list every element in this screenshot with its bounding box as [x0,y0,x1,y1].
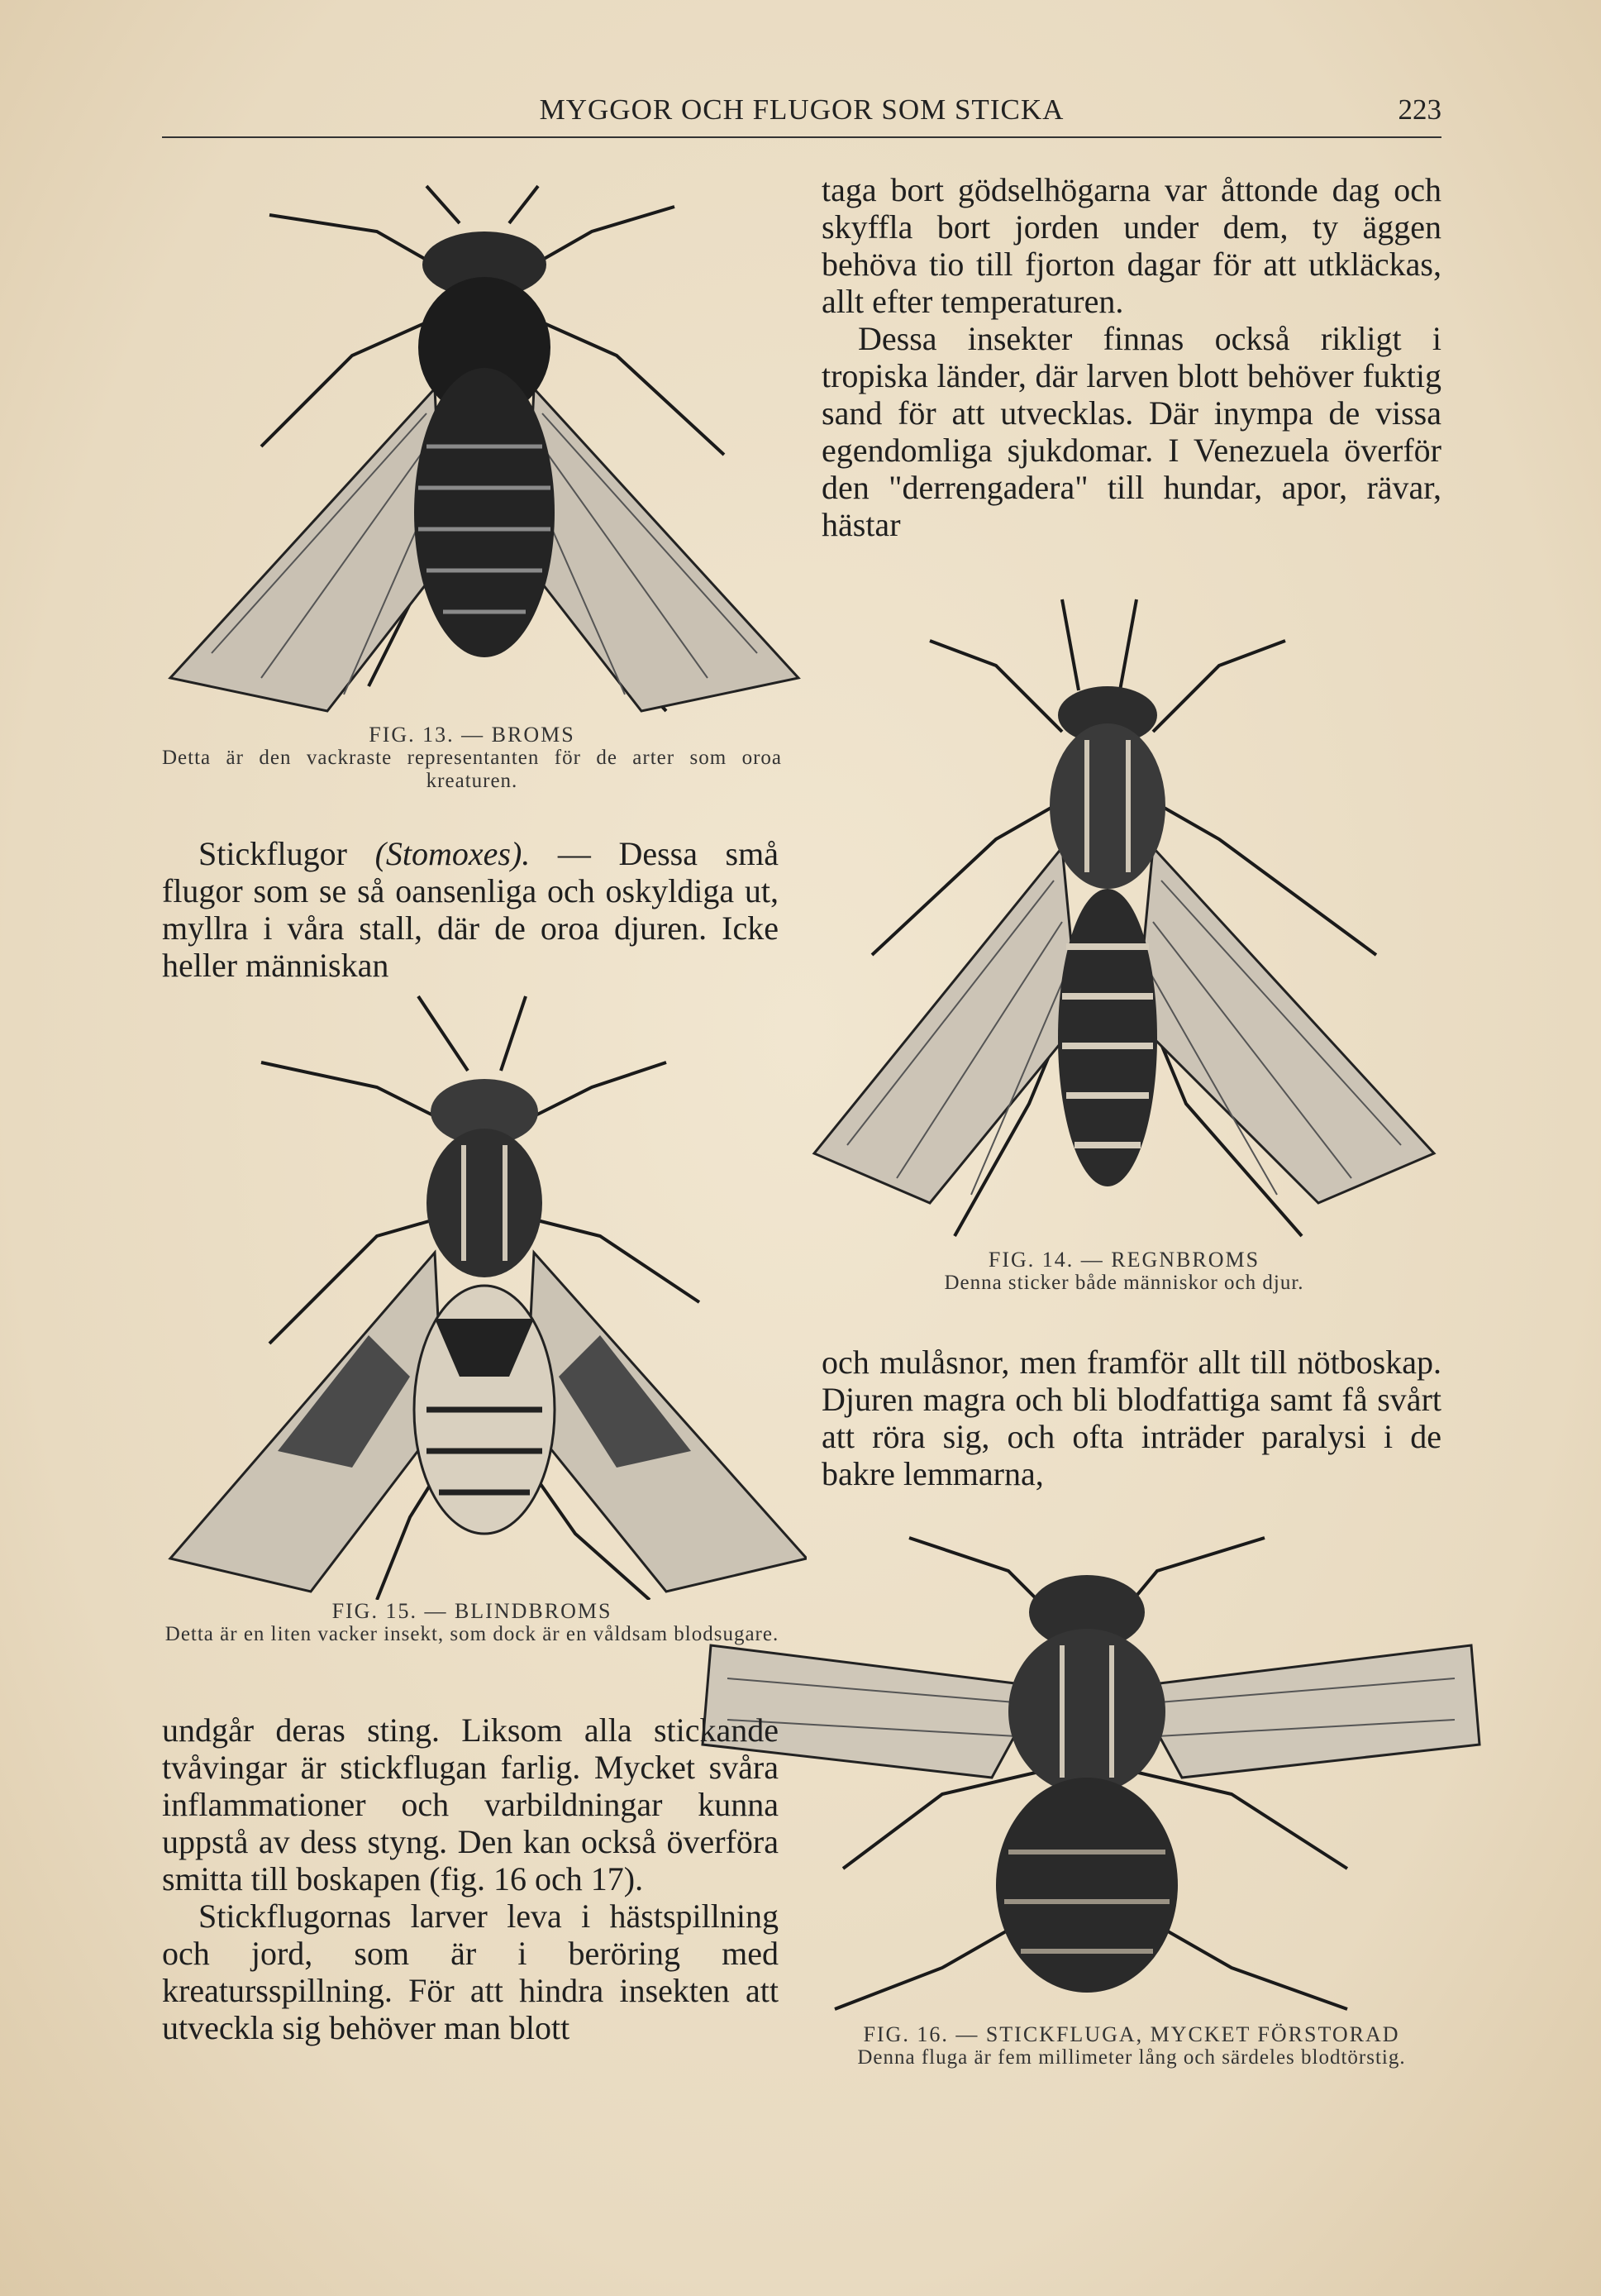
figure-label: FIG. 13. — BROMS [369,723,575,747]
deerfly-illustration [162,988,807,1600]
figure-label: FIG. 14. — REGNBROMS [988,1248,1260,1272]
right-column-middle-text [822,1344,1441,1492]
stomoxys-paragraph [162,835,779,984]
paragraph-text: — Dessa små flugor som se så oansenliga och oskyldiga ut, myllra i våra stall, där de oroa djuren. Icke heller människan [162,835,779,984]
horsefly-illustration [162,174,807,719]
paragraph: Dessa insekter finnas också rikligt i tropiska länder, där larven blott behöver fuktig sand för att utvecklas. Där inympa de vissa egendomliga sjukdomar. I Venezuela överför den "derrengadera" till hundar, apor, rävar, hästar [822,320,1441,543]
figure-description: Detta är en liten vacker insekt, som dock är en våldsam blodsugare. [164,1623,779,1645]
paragraph: undgår deras sting. Liksom alla stickande tvåvingar är stickflugan farlig. Mycket svåra inflammationer och varbildningar kunna uppstå av dess styng. Den kan också överföra smitta till boskapen (fig. 16 och 17). [162,1711,779,1897]
figure-16-caption [822,2023,1441,2069]
page-number: 223 [1398,93,1441,126]
right-column-top-text [822,171,1441,543]
rain-horsefly-illustration [806,591,1442,1253]
figure-label: FIG. 16. — STICKFLUGA, MYCKET FÖRSTORAD [863,2022,1400,2046]
figure-description: Denna fluga är fem millimeter lång och särdeles blodtörstig. [857,2046,1406,2069]
paragraph: Stickflugornas larver leva i hästspillning och jord, som är i beröring med kreatursspillning. För att hindra insekten att utveckla sig behöver man blott [162,1897,779,2046]
figure-label: FIG. 15. — BLINDBROMS [331,1599,612,1623]
figure-14-caption [876,1248,1372,1295]
figure-15-caption [162,1600,782,1646]
figure-description: Denna sticker både människor och djur. [944,1272,1304,1294]
figure-description: Detta är den vackraste representanten för de arter som oroa kreaturen. [162,747,782,792]
paragraph: och mulåsnor, men framför allt till nötboskap. Djuren magra och bli blodfattiga samt få svårt att röra sig, och ofta inträder paralysi i de bakre lemmarna, [822,1344,1441,1492]
figure-13-caption [162,723,782,793]
paragraph: taga bort gödselhögarna var åttonde dag och skyffla bort jorden under dem, ty äggen behöva tio till fjorton dagar för att utkläckas, allt efter temperaturen. [822,171,1441,320]
left-column-bottom-text [162,1711,779,2046]
stable-fly-illustration [694,1521,1488,2026]
latin-name: (Stomoxes). [374,835,531,872]
running-header [162,87,1441,138]
running-title: MYGGOR OCH FLUGOR SOM STICKA [539,93,1065,126]
run-in-heading: Stickflugor [198,835,375,872]
